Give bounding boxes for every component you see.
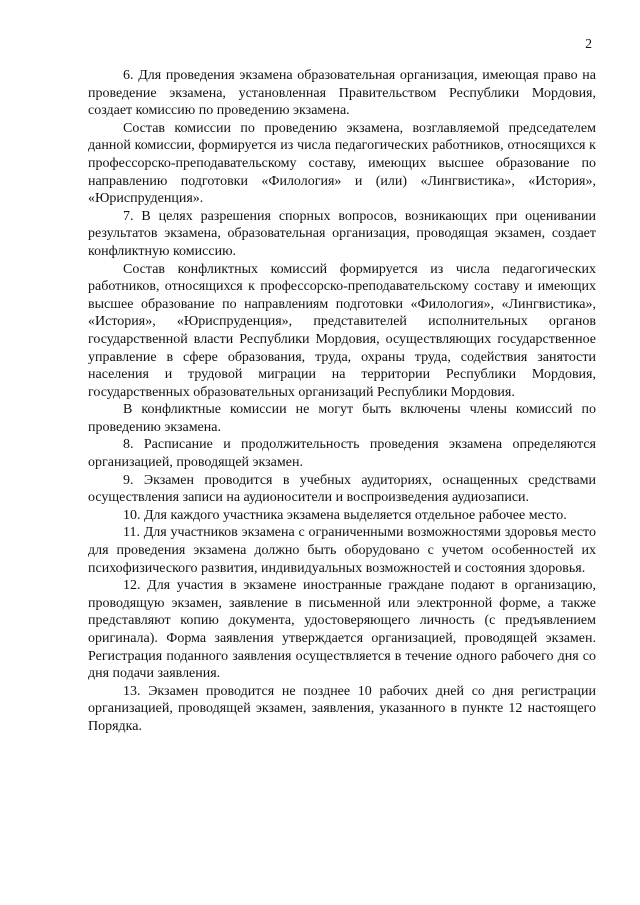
document-body <box>88 67 596 736</box>
paragraph-conflict-commission-composition: Состав конфликтных комиссий формируется из числа педагогических работников, относящихся к профессорско-преподавательскому составу и имеющих высшее образование по направлениям подготовки «Филология», «Лингвистика», «История», «Юриспруденция», представителей исполнительных органов государственной власти Республики Мордовия, осуществляющих государственное управление в сфере образования, труда, охраны труда, содействия занятости населения и трудовой миграции на территории Республики Мордовия, государственных образовательных организаций Республики Мордовия. <box>88 261 596 400</box>
paragraph-item-12: 12. Для участия в экзамене иностранные граждане подают в организацию, проводящую экзамен, заявление в письменной или электронной форме, а также представляют копию документа, удостоверяющего личность (с предъявлением оригинала). Форма заявления утверждается организацией, проводящей экзамен. Регистрация поданного заявления осуществляется в течение одного рабочего дня со дня подачи заявления. <box>88 578 596 682</box>
paragraph-item-13: 13. Экзамен проводится не позднее 10 рабочих дней со дня регистрации организацией, проводящей экзамен, заявления, указанного в пункте 12 настоящего Порядка. <box>88 683 596 734</box>
paragraph-item-7: 7. В целях разрешения спорных вопросов, возникающих при оценивании результатов экзамена, образовательная организация, проводящая экзамен, создает конфликтную комиссию. <box>88 208 596 259</box>
paragraph-commission-composition: Состав комиссии по проведению экзамена, возглавляемой председателем данной комиссии, формируется из числа педагогических работников, относящихся к профессорско-преподавательскому составу, имеющих высшее образование по направлению подготовки «Филология» и (или) «Лингвистика», «История», «Юриспруденция». <box>88 120 596 207</box>
paragraph-conflict-commission-restriction: В конфликтные комиссии не могут быть включены члены комиссий по проведению экзамена. <box>88 402 596 435</box>
paragraph-item-9: 9. Экзамен проводится в учебных аудиториях, оснащенных средствами осуществления записи на аудионосители и воспроизведения аудиозаписи. <box>88 472 596 506</box>
paragraph-item-11: 11. Для участников экзамена с ограниченными возможностями здоровья место для проведения экзамена должно быть оборудовано с учетом особенностей их психофизического развития, индивидуальных возможностей и состояния здоровья. <box>88 525 596 576</box>
paragraph-item-6: 6. Для проведения экзамена образовательная организация, имеющая право на проведение экзамена, установленная Правительством Республики Мордовия, создает комиссию по проведению экзамена. <box>88 68 596 119</box>
page-number: 2 <box>585 36 592 51</box>
paragraph-item-10: 10. Для каждого участника экзамена выделяется отдельное рабочее место. <box>123 507 567 523</box>
paragraph-item-8: 8. Расписание и продолжительность проведения экзамена определяются организацией, проводящей экзамен. <box>88 437 596 471</box>
